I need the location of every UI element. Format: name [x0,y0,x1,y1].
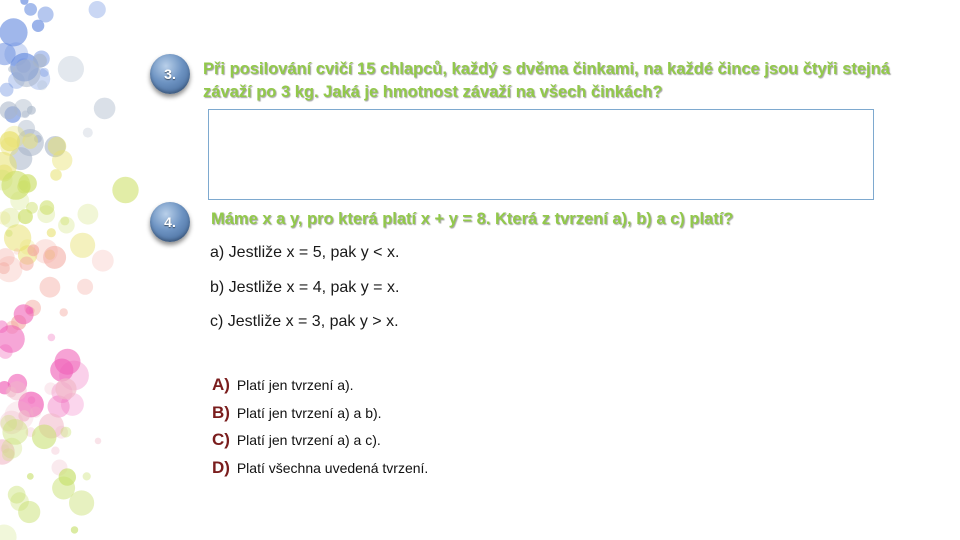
bokeh-circle [48,137,67,156]
bokeh-circle [10,492,29,511]
bokeh-circle [24,3,37,16]
bokeh-circle [92,250,114,272]
question-4-number: 4. [164,214,176,230]
decorative-bokeh-border [0,0,150,540]
bokeh-circle [89,1,106,18]
option-a-text: Platí jen tvrzení a). [236,377,354,393]
option-d-text: Platí všechna uvedená tvrzení. [236,460,429,476]
bokeh-circle [1,438,22,459]
option-c[interactable] [212,430,381,450]
bokeh-circle [40,277,61,298]
question-3-text: Při posilování cvičí 15 chlapců, každý s dvěma činkami, na každé čince jsou čtyři stejná závaží po 3 kg. Jaká je hmotnost závaží na všech činkách? [203,60,890,101]
bokeh-circle [0,101,18,119]
bokeh-circle [0,525,17,540]
option-d-letter: D) [212,458,230,477]
bokeh-circle [30,407,41,418]
question-4-text: Máme x a y, pro která platí x + y = 8. Která z tvrzení a), b) a c) platí? [211,210,734,228]
bokeh-circle [43,246,66,269]
question-3-number-badge [150,54,190,94]
bokeh-circle [32,20,44,32]
bokeh-circle [95,438,102,445]
statement-a: a) Jestliže x = 5, pak y < x. [210,244,400,261]
bokeh-circle [18,410,29,421]
bokeh-circle [112,177,138,203]
statement-c: c) Jestliže x = 3, pak y > x. [210,313,399,330]
option-b[interactable] [212,403,382,423]
bokeh-circle [48,334,56,342]
bokeh-circle [70,233,95,258]
bokeh-circle [40,200,55,215]
statement-b: b) Jestliže x = 4, pak y = x. [210,279,400,296]
bokeh-circle [13,59,41,87]
bokeh-circle [0,415,17,432]
bokeh-circle [60,308,68,316]
bokeh-circle [59,468,76,485]
bokeh-circle [71,526,78,533]
bokeh-circle [55,378,76,399]
bokeh-circle [94,98,116,120]
bokeh-circle [0,208,20,228]
bokeh-circle [7,381,26,400]
bokeh-circle [5,230,12,237]
bokeh-circle [28,396,36,404]
option-c-letter: C) [212,430,230,449]
option-a-letter: A) [212,375,230,394]
bokeh-circle [51,447,59,455]
bokeh-circle [77,279,93,295]
bokeh-circle [78,204,99,225]
bokeh-circle [26,202,38,214]
bokeh-circle [61,427,72,438]
option-a[interactable] [212,375,354,395]
bokeh-circle [58,56,84,82]
bokeh-circle [47,228,56,237]
bokeh-circle [0,83,14,97]
question-4-number-badge [150,202,190,242]
bokeh-circle [26,307,34,315]
option-b-text: Platí jen tvrzení a) a b). [236,405,382,421]
bokeh-circle [50,169,62,181]
option-d[interactable] [212,458,428,478]
bokeh-circle [44,382,56,394]
bokeh-circle [22,133,38,149]
bokeh-circle [27,244,39,256]
bokeh-circle [83,128,93,138]
bokeh-circle [17,180,30,193]
bokeh-circle [0,131,20,151]
bokeh-circle [32,425,57,450]
bokeh-circle [37,80,47,90]
question-3-answer-box[interactable] [208,109,874,200]
bokeh-circle [50,359,73,382]
bokeh-circle [14,248,20,254]
bokeh-circle [0,18,28,46]
bokeh-circle [83,472,91,480]
bokeh-circle [27,473,34,480]
option-b-letter: B) [212,403,230,422]
question-3-number: 3. [164,66,176,82]
bokeh-circle [60,216,69,225]
bokeh-circle [40,68,49,77]
option-c-text: Platí jen tvrzení a) a c). [236,432,381,448]
